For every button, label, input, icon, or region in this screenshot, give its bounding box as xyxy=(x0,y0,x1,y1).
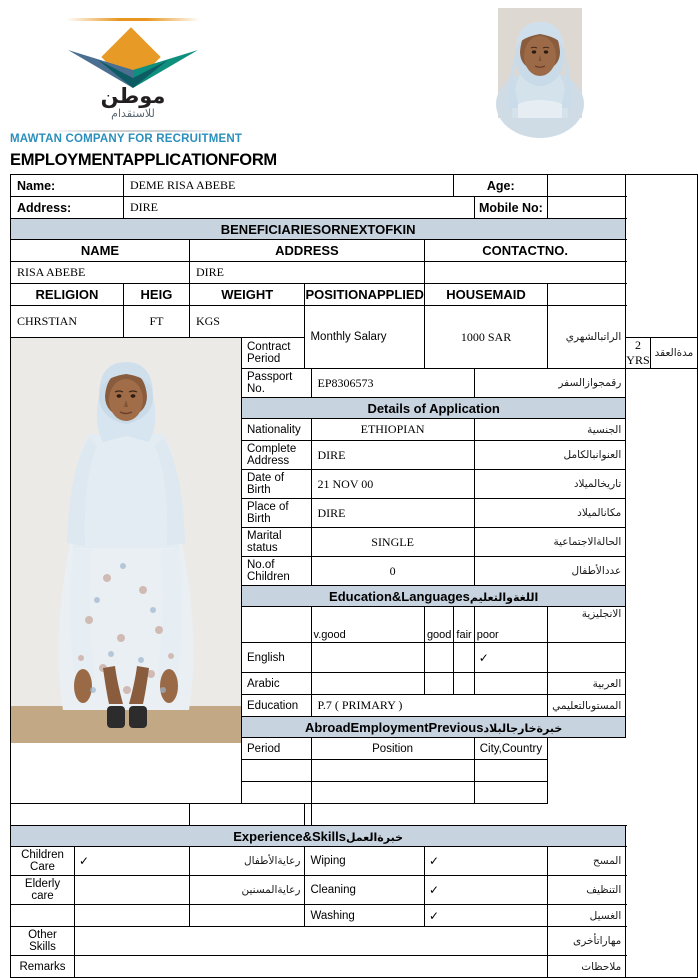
english-good-cell[interactable] xyxy=(424,643,453,673)
contract-period-label: Contract Period xyxy=(242,338,312,369)
passport-no-label: Passport No. xyxy=(242,369,312,398)
age-value[interactable] xyxy=(548,175,626,197)
table-row xyxy=(11,804,698,826)
position-applied-value: HOUSEMAID xyxy=(424,284,547,306)
elderly-care-label: Elderly care xyxy=(11,876,75,905)
arabic-fair-cell[interactable] xyxy=(454,673,474,695)
no-of-children-label: No.of Children xyxy=(242,557,312,586)
name-value[interactable]: DEME RISA ABEBE xyxy=(123,175,453,197)
application-form-table xyxy=(10,174,698,978)
children-care-row xyxy=(11,847,698,876)
elderly-care-arabic: رعايةالمسنين xyxy=(189,876,305,905)
experience-blank-arabic xyxy=(189,905,305,927)
remarks-label: Remarks xyxy=(11,956,75,978)
name-row xyxy=(11,175,698,197)
remarks-value[interactable] xyxy=(75,956,548,978)
mobile-label: Mobile No: xyxy=(474,197,547,219)
nationality-value[interactable]: ETHIOPIAN xyxy=(311,419,474,441)
abroad-band xyxy=(242,717,626,738)
abroad-period-cell[interactable] xyxy=(11,804,190,826)
english-row-arabic xyxy=(548,643,626,673)
contract-period-value[interactable]: 2 YRS xyxy=(626,338,650,367)
date-of-birth-value[interactable]: 21 NOV 00 xyxy=(311,470,474,499)
height-header: HEIG xyxy=(123,284,189,306)
logo-top-rule xyxy=(66,18,200,21)
education-level-arabic: المستوىالتعليمي xyxy=(548,695,626,717)
experience-band-ar: خبرةالعمل xyxy=(345,830,404,844)
position-spacer xyxy=(548,284,626,306)
no-of-children-arabic: عددالأطفال xyxy=(474,557,626,586)
logo-arabic-sub: للاستقدام xyxy=(111,107,155,120)
english-arabic-label: الانجليزية xyxy=(548,607,626,643)
rating-blank-cell xyxy=(242,607,312,643)
place-of-birth-value[interactable]: DIRE xyxy=(311,499,474,528)
abroad-city-country-cell[interactable] xyxy=(474,760,547,782)
other-skills-row xyxy=(11,927,698,956)
experience-band-en: Experience&Skills xyxy=(233,828,346,844)
no-of-children-value[interactable]: 0 xyxy=(311,557,474,586)
arabic-good-cell[interactable] xyxy=(424,673,453,695)
beneficiary-name-value[interactable]: RISA ABEBE xyxy=(11,262,190,284)
complete-address-arabic: العنوانبالكامل xyxy=(474,441,626,470)
company-name: MAWTAN COMPANY FOR RECRUITMENT xyxy=(10,133,243,145)
other-skills-value[interactable] xyxy=(75,927,548,956)
beneficiaries-band-row xyxy=(11,219,698,240)
children-care-arabic: رعايةالأطفال xyxy=(189,847,305,876)
beneficiary-address-header: ADDRESS xyxy=(189,240,424,262)
washing-label: Washing xyxy=(305,905,424,927)
english-label: English xyxy=(242,643,312,673)
address-row xyxy=(11,197,698,219)
rating-good-header: good xyxy=(424,607,453,643)
beneficiary-contact-header: CONTACTNO. xyxy=(424,240,625,262)
beneficiaries-header-row xyxy=(11,240,698,262)
height-value[interactable]: FT xyxy=(123,306,189,338)
elderly-care-row xyxy=(11,876,698,905)
date-of-birth-label: Date of Birth xyxy=(242,470,312,499)
abroad-city-country-header: City,Country xyxy=(474,738,547,760)
monthly-salary-arabic: الراتبالشهري xyxy=(548,306,626,369)
applicant-body-photo xyxy=(11,338,242,804)
education-band-en: Education&Languages xyxy=(329,588,470,604)
weight-value[interactable]: KGS xyxy=(189,306,305,338)
experience-band xyxy=(11,826,626,847)
wiping-check[interactable]: ✓ xyxy=(424,847,547,876)
children-care-label: Children Care xyxy=(11,847,75,876)
details-band: Details of Application xyxy=(242,398,626,419)
beneficiary-address-value[interactable]: DIRE xyxy=(189,262,424,284)
age-label: Age: xyxy=(454,175,548,197)
abroad-period-header: Period xyxy=(242,738,312,760)
place-of-birth-label: Place of Birth xyxy=(242,499,312,528)
page-header xyxy=(0,0,626,169)
other-skills-arabic: مهاراتأخرى xyxy=(548,927,626,956)
physical-values-row xyxy=(11,306,698,338)
logo-arabic-main: موطن xyxy=(100,84,166,108)
arabic-row-arabic: العربية xyxy=(548,673,626,695)
abroad-period-cell[interactable] xyxy=(242,782,312,804)
remarks-row xyxy=(11,956,698,978)
nationality-label: Nationality xyxy=(242,419,312,441)
abroad-position-cell[interactable] xyxy=(311,760,474,782)
rating-fair-header: fair xyxy=(454,607,474,643)
page-title: EMPLOYMENTAPPLICATIONFORM xyxy=(10,151,277,169)
marital-status-value[interactable]: SINGLE xyxy=(311,528,474,557)
washing-row xyxy=(11,905,698,927)
mobile-value[interactable] xyxy=(548,197,626,219)
abroad-city-country-cell[interactable] xyxy=(305,804,311,826)
contract-period-arabic: مدةالعقد xyxy=(650,338,698,369)
cleaning-label: Cleaning xyxy=(305,876,424,905)
abroad-position-header: Position xyxy=(311,738,474,760)
table-row xyxy=(11,262,698,284)
rating-poor-header: poor xyxy=(474,607,547,643)
english-v-good-cell[interactable] xyxy=(311,643,424,673)
marital-status-label: Marital status xyxy=(242,528,312,557)
washing-check[interactable]: ✓ xyxy=(424,905,547,927)
complete-address-value[interactable]: DIRE xyxy=(311,441,474,470)
address-label: Address: xyxy=(11,197,124,219)
marital-status-arabic: الحالةالاجتماعية xyxy=(474,528,626,557)
washing-arabic: الغسيل xyxy=(548,905,626,927)
beneficiaries-band: BENEFICIARIESORNEXTOFKIN xyxy=(11,219,626,240)
children-care-check[interactable]: ✓ xyxy=(75,847,190,876)
rating-v-good-header: v.good xyxy=(311,607,424,643)
monthly-salary-value[interactable]: 1000 SAR xyxy=(424,306,547,369)
education-band xyxy=(242,586,626,607)
weight-header: WEIGHT xyxy=(189,284,305,306)
wiping-label: Wiping xyxy=(305,847,424,876)
position-applied-label: POSITIONAPPLIED xyxy=(305,284,424,306)
religion-header: RELIGION xyxy=(11,284,124,306)
arabic-v-good-cell[interactable] xyxy=(311,673,424,695)
abroad-band-en: AbroadEmploymentPrevious xyxy=(305,719,484,735)
beneficiary-name-header: NAME xyxy=(11,240,190,262)
nationality-arabic: الجنسية xyxy=(474,419,626,441)
abroad-band-ar: خبرةخارجالبلاد xyxy=(483,721,563,735)
logo-bottom-rule xyxy=(46,130,226,132)
english-poor-cell[interactable]: ✓ xyxy=(474,643,547,673)
abroad-position-cell[interactable] xyxy=(189,804,305,826)
abroad-city-country-cell[interactable] xyxy=(474,782,547,804)
experience-band-row xyxy=(11,826,698,847)
education-level-label: Education xyxy=(242,695,312,717)
monthly-salary-label: Monthly Salary xyxy=(305,306,424,369)
address-value[interactable]: DIRE xyxy=(123,197,474,219)
arabic-poor-cell[interactable] xyxy=(474,673,547,695)
experience-blank-check[interactable] xyxy=(75,905,190,927)
physical-header-row xyxy=(11,284,698,306)
education-band-ar: اللغةوالتعليم xyxy=(469,590,539,604)
arabic-label: Arabic xyxy=(242,673,312,695)
experience-blank-label xyxy=(11,905,75,927)
passport-photo xyxy=(498,8,582,118)
other-skills-label: Other Skills xyxy=(11,927,75,956)
abroad-position-cell[interactable] xyxy=(311,782,474,804)
abroad-period-cell[interactable] xyxy=(242,760,312,782)
education-level-value[interactable]: P.7 ( PRIMARY ) xyxy=(311,695,548,717)
cleaning-arabic: التنظيف xyxy=(548,876,626,905)
religion-value[interactable]: CHRSTIAN xyxy=(11,306,124,338)
date-of-birth-arabic: تاريخالميلاد xyxy=(474,470,626,499)
company-logo xyxy=(58,12,208,120)
place-of-birth-arabic: مكانالميلاد xyxy=(474,499,626,528)
beneficiary-contact-value[interactable] xyxy=(424,262,625,284)
elderly-care-check[interactable] xyxy=(75,876,190,905)
cleaning-check[interactable]: ✓ xyxy=(424,876,547,905)
remarks-arabic: ملاحظات xyxy=(548,956,626,978)
english-fair-cell[interactable] xyxy=(454,643,474,673)
passport-no-arabic: رقمجوازالسفر xyxy=(474,369,626,398)
name-label: Name: xyxy=(11,175,124,197)
passport-no-value[interactable]: EP8306573 xyxy=(311,369,474,398)
wiping-arabic: المسح xyxy=(548,847,626,876)
complete-address-label: Complete Address xyxy=(242,441,312,470)
